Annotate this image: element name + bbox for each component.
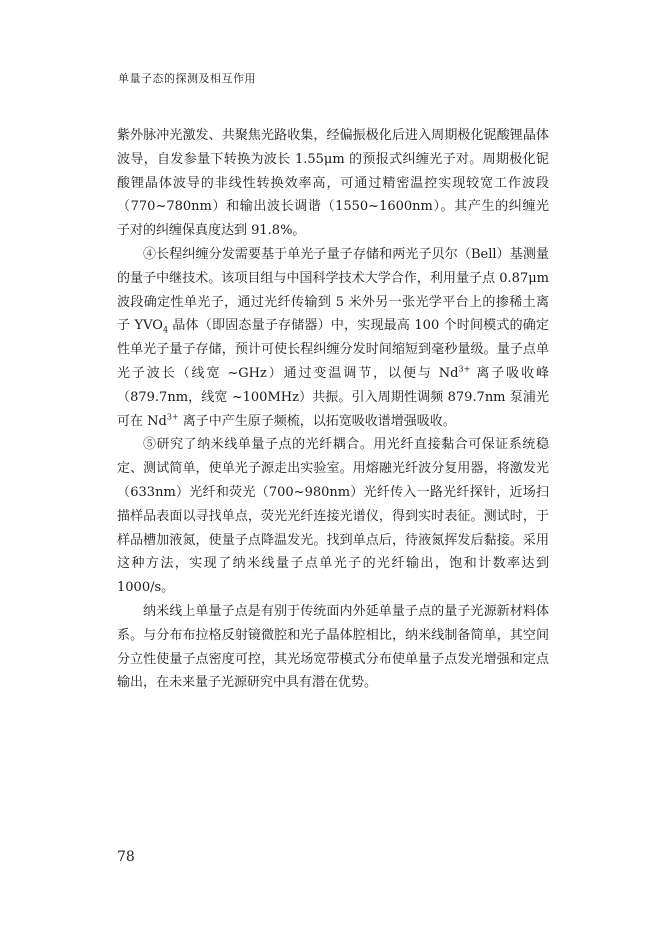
paragraph-4: 纳米线上单量子点是有别于传统面内外延单量子点的量子光源新材料体系。与分布布拉格反射镜微腔和光子晶体腔相比，纳米线制备简单，其空间分立性使量子点密度可控，其光场宽带模式分布使单量子点发光增强和定点输出，在未来量子光源研究中具有潜在优势。	[117, 603, 549, 691]
page-number: 78	[117, 849, 135, 865]
body-text	[117, 124, 549, 695]
subscript-4: 4	[162, 325, 169, 335]
paragraph-2-part-3: 离子吸收峰（879.7nm，线宽 ~100MHz）共振。引入周期性调频 879.7nm 泵浦光可在 Nd	[117, 365, 549, 429]
paragraph-2-part-2: 晶体（即固态量子存储器）中，实现最高 100 个时间模式的确定性单光子量子存储，预计可使长程纠缠分发时间缩短到毫秒量级。量子点单光子波长（线宽 ~GHz）通过变温调节，以便与 Nd	[117, 318, 549, 381]
running-header: 单量子态的探测及相互作用	[118, 72, 256, 85]
paragraph-1: 紫外脉冲光激发、共聚焦光路收集，经偏振极化后进入周期极化铌酸锂晶体波导，自发参量下转换为波长 1.55μm 的预报式纠缠光子对。周期极化铌酸锂晶体波导的非线性转换效率高，可通过精密温控实现较宽工作波段（770~780nm）和输出波长调谐（1550~1600nm）。其产生的纠缠光子对的纠缠保真度达到 91.8%。	[117, 128, 549, 239]
paragraph-2	[117, 243, 549, 433]
paragraph-2-part-4: 离子中产生原子频梳，以拓宽吸收谱增强吸收。	[178, 413, 456, 429]
superscript-3plus-2: 3+	[166, 412, 179, 422]
paragraph-3: ⑤研究了纳米线单量子点的光纤耦合。用光纤直接黏合可保证系统稳定、测试简单，使单光子源走出实验室。用熔融光纤波分复用器，将激发光（633nm）光纤和荧光（700~980nm）光纤传入一路光纤探针，近场扫描样品表面以寻找单点，荧光光纤连接光谱仪，得到实时表征。测试时，于样品槽加液氮，使量子点降温发光。找到单点后，待液氮挥发后黏接。采用这种方法，实现了纳米线量子点单光子的光纤输出，饱和计数率达到 1000/s。	[117, 437, 549, 596]
superscript-3plus: 3+	[458, 364, 471, 374]
paragraph-2-part-1: ④长程纠缠分发需要基于单光子量子存储和两光子贝尔（Bell）基测量的量子中继技术。该项目组与中国科学技术大学合作，利用量子点 0.87μm 波段确定性单光子，通过光纤传输到 5 米外另一张光学平台上的掺稀土离子 YVO	[117, 246, 549, 334]
